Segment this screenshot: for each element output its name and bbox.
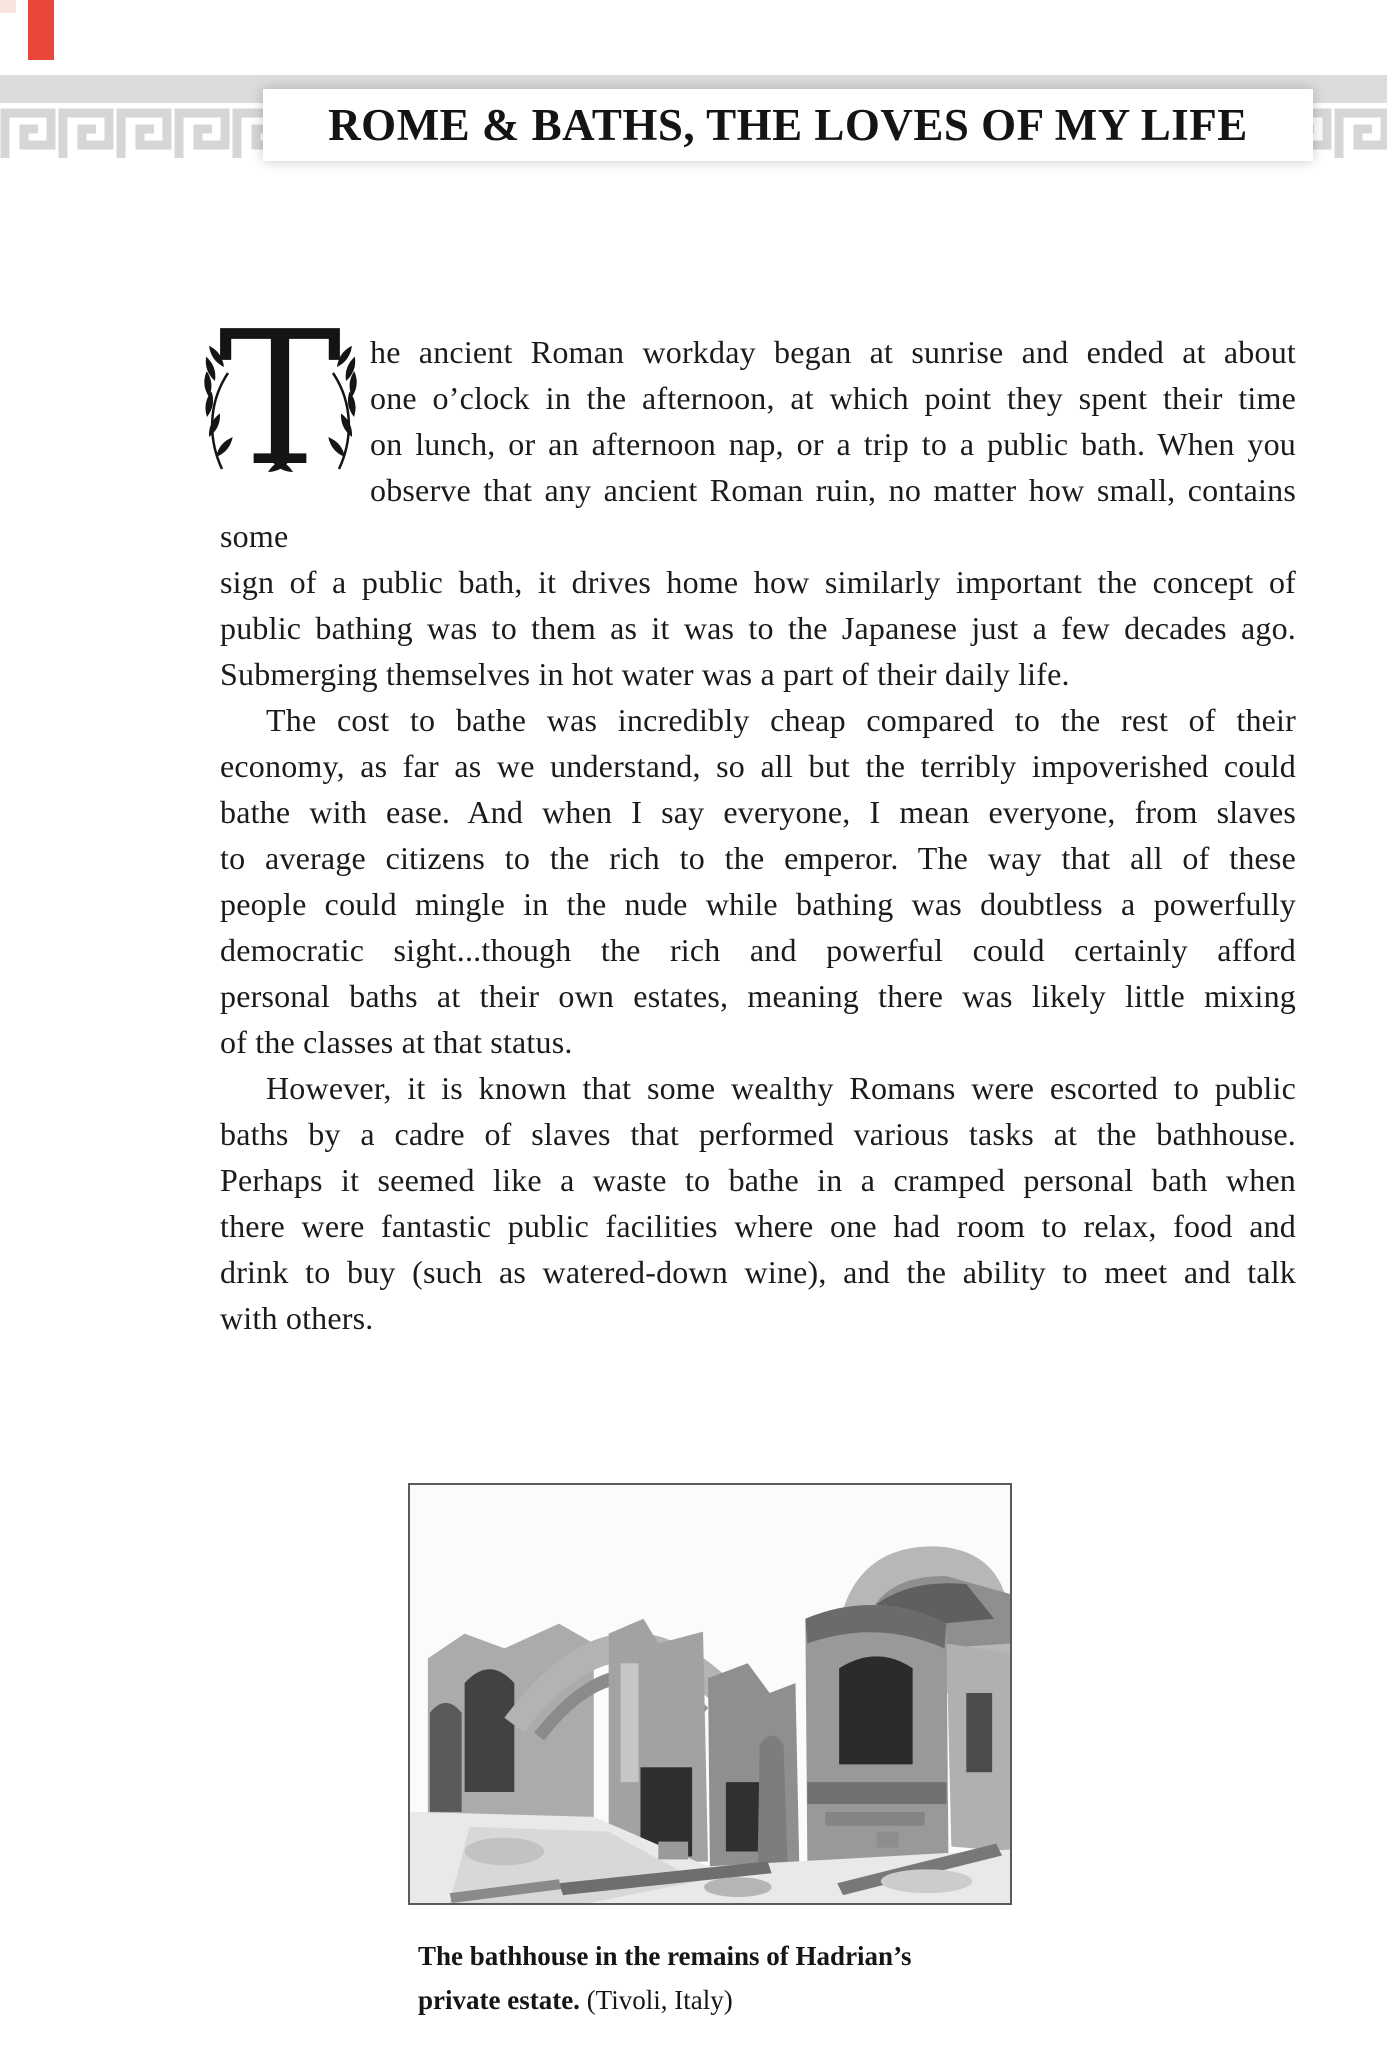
body-line: to average citizens to the rich to the emperor. The way that all of these (220, 840, 1296, 876)
body-line: people could mingle in the nude while bathing was doubtless a powerfully (220, 886, 1296, 922)
body-line: Perhaps it seemed like a waste to bathe in a cramped personal bath when (220, 1162, 1296, 1198)
body-line: drink to buy (such as watered-down wine), and the ability to meet and talk (220, 1254, 1296, 1290)
chapter-title-band (0, 75, 1387, 161)
body-line: sign of a public bath, it drives home how similarly important the concept of (220, 564, 1296, 600)
ruins-photo (408, 1483, 1012, 1905)
body-line: The cost to bathe was incredibly cheap compared to the rest of their (266, 702, 1296, 738)
body-line: of the classes at that status. (220, 1024, 573, 1060)
dropcap (218, 291, 370, 507)
photo-caption-line-2: private estate. (Tivoli, Italy) (418, 1985, 733, 2015)
body-line: personal baths at their own estates, meaning there was likely little mixing (220, 978, 1296, 1014)
paragraph-3 (220, 1065, 1296, 1341)
body-line: public bathing was to them as it was to the Japanese just a few decades ago. (220, 610, 1296, 646)
laurel-dropcap-icon (188, 291, 373, 507)
body-line: However, it is known that some wealthy Romans were escorted to public (266, 1070, 1296, 1106)
dropcap-letter: T (218, 291, 342, 507)
body-line: observe that any ancient Roman ruin, no matter how small, contains some (220, 472, 1296, 554)
photo-caption-line-1: The bathhouse in the remains of Hadrian’s (418, 1941, 912, 1971)
chapter-title: ROME & BATHS, THE LOVES OF MY LIFE (328, 100, 1248, 150)
body-line: economy, as far as we understand, so all but the terribly impoverished could (220, 748, 1296, 784)
body-line: baths by a cadre of slaves that performed various tasks at the bathhouse. (220, 1116, 1296, 1152)
body-line: Submerging themselves in hot water was a part of their daily life. (220, 656, 1070, 692)
chapter-title-box (263, 89, 1313, 161)
page-edge-tab (28, 0, 54, 60)
essay-text (218, 291, 1296, 1341)
body-line: democratic sight...though the rich and powerful could certainly afford (220, 932, 1296, 968)
body-line: one o’clock in the afternoon, at which point they spent their time (370, 380, 1296, 416)
photo-caption (418, 1934, 1118, 2022)
paragraph-2 (220, 697, 1296, 1065)
paragraph-1 (218, 291, 1296, 697)
body-line: there were fantastic public facilities where one had room to relax, food and (220, 1208, 1296, 1244)
body-line: with others. (220, 1300, 374, 1336)
ruins-photo-image (410, 1485, 1010, 1903)
page-corner-smudge (0, 0, 16, 13)
body-line: he ancient Roman workday began at sunrise and ended at about (370, 334, 1296, 370)
body-line: on lunch, or an afternoon nap, or a trip to a public bath. When you (370, 426, 1296, 462)
body-line: bathe with ease. And when I say everyone, I mean everyone, from slaves (220, 794, 1296, 830)
